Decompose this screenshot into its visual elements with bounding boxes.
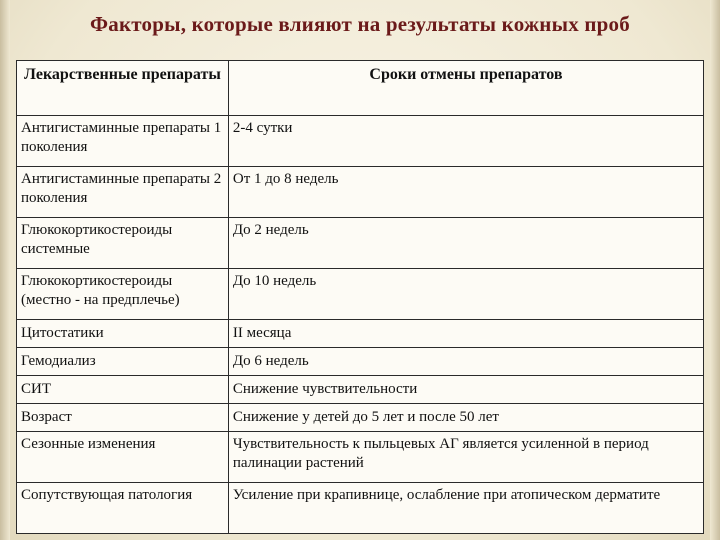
table-cell-factor: Цитостатики — [17, 320, 229, 348]
table-cell-period: Снижение у детей до 5 лет и после 50 лет — [228, 404, 703, 432]
table-cell-period: До 2 недель — [228, 218, 703, 269]
table-cell-factor: Антигистаминные препараты 1 поколения — [17, 116, 229, 167]
table-cell-factor: Глюкокортикостероиды (местно - на предплечье) — [17, 269, 229, 320]
table-cell-period: II месяца — [228, 320, 703, 348]
table-row — [17, 404, 704, 432]
table-row — [17, 269, 704, 320]
table-cell-period: Чувствительность к пыльцевых АГ является усиленной в период палинации растений — [228, 432, 703, 483]
table-row — [17, 348, 704, 376]
table-cell-period: 2-4 сутки — [228, 116, 703, 167]
table-row — [17, 376, 704, 404]
slide-border-right — [710, 0, 720, 540]
table-row — [17, 167, 704, 218]
table-cell-period: Усиление при крапивнице, ослабление при атопическом дерматите — [228, 483, 703, 534]
table-row — [17, 116, 704, 167]
slide-border-left — [0, 0, 10, 540]
table-cell-factor: Возраст — [17, 404, 229, 432]
table-cell-factor: Гемодиализ — [17, 348, 229, 376]
table-row — [17, 483, 704, 534]
table-cell-factor: Сопутствующая патология — [17, 483, 229, 534]
table-row — [17, 320, 704, 348]
column-header-drugs: Лекарственные препараты — [17, 61, 229, 116]
table-cell-factor: Антигистаминные препараты 2 поколения — [17, 167, 229, 218]
table-cell-factor: СИТ — [17, 376, 229, 404]
table-cell-factor: Глюкокортикостероиды системные — [17, 218, 229, 269]
table-cell-period: От 1 до 8 недель — [228, 167, 703, 218]
table-row — [17, 432, 704, 483]
factors-table — [16, 60, 704, 534]
page-title: Факторы, которые влияют на результаты кожных проб — [90, 12, 630, 36]
column-header-withdrawal: Сроки отмены препаратов — [228, 61, 703, 116]
table-cell-factor: Сезонные изменения — [17, 432, 229, 483]
table-cell-period: Снижение чувствительности — [228, 376, 703, 404]
table-cell-period: До 10 недель — [228, 269, 703, 320]
table-header-row — [17, 61, 704, 116]
table-row — [17, 218, 704, 269]
table-cell-period: До 6 недель — [228, 348, 703, 376]
